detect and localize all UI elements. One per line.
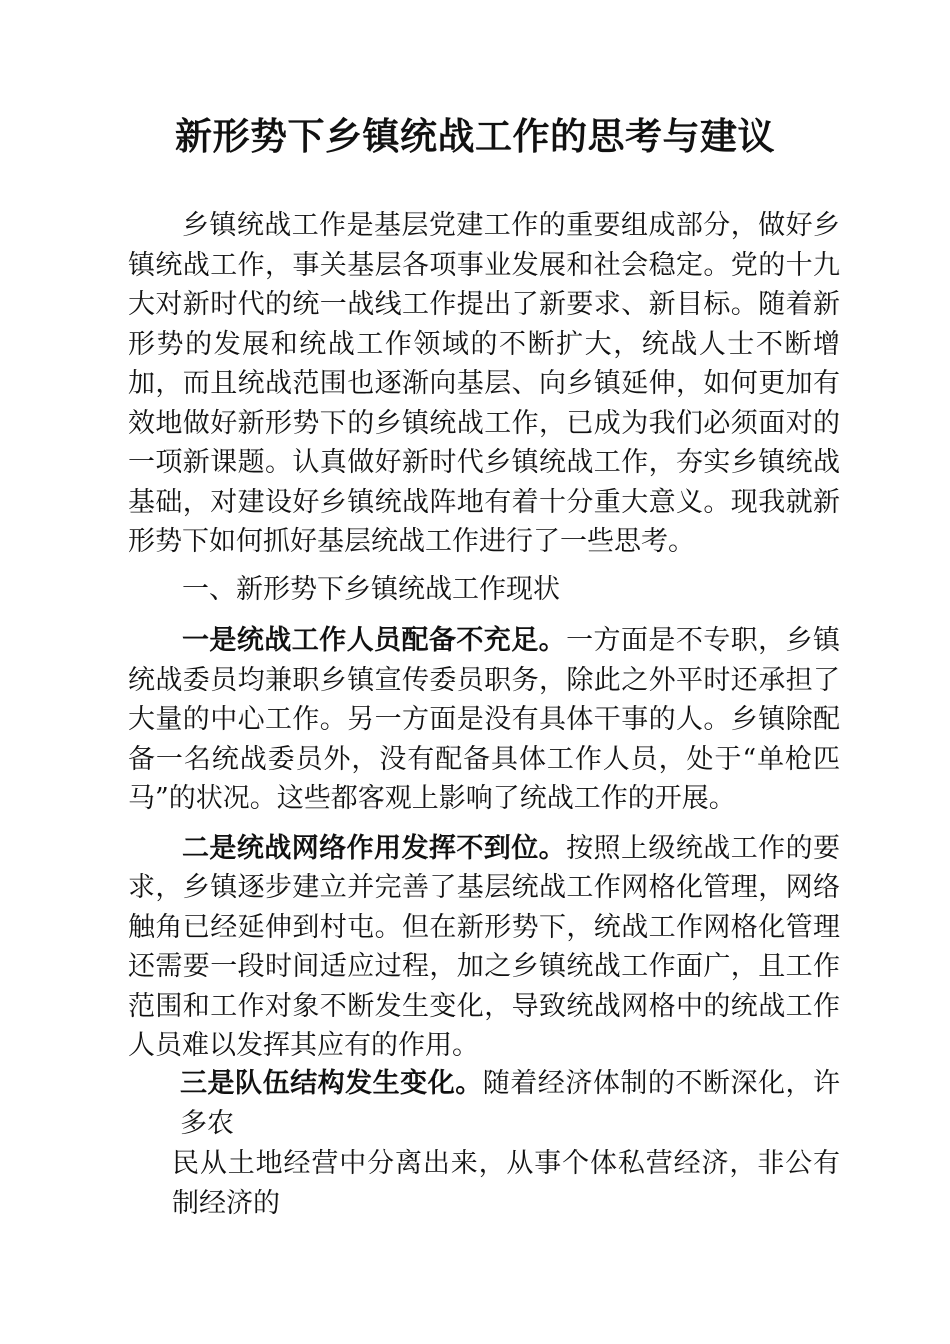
point-two-lead: 二是统战网络作用发挥不到位。 bbox=[182, 832, 567, 864]
point-three-first-line bbox=[172, 1064, 840, 1144]
point-three-second-line: 民从土地经营中分离出来，从事个体私营经济，非公有制经济的 bbox=[172, 1148, 840, 1219]
point-three-text-line1: 随着经济体制的不断深化，许多农 bbox=[180, 1068, 841, 1139]
point-one-lead: 一是统战工作人员配备不充足。 bbox=[182, 625, 567, 656]
point-three-lead: 三是队伍结构发生变化。 bbox=[180, 1068, 483, 1099]
section-heading-current-status: 一、新形势下乡镇统战工作现状 bbox=[182, 573, 560, 605]
point-three-paragraph bbox=[172, 1064, 840, 1224]
document-body bbox=[128, 206, 840, 1066]
document-title: 新形势下乡镇统战工作的思考与建议 bbox=[175, 114, 775, 158]
point-two-text: 按照上级统战工作的要求，乡镇逐步建立并完善了基层统战工作网格化管理，网络触角已经延伸到村屯。但在新形势下，统战工作网格化管理还需要一段时间适应过程，加之乡镇统战工作面广，且工作范围和工作对象不断发生变化，导致统战网格中的统战工作人员难以发挥其应有的作用。 bbox=[128, 832, 841, 1061]
point-one-text: 一方面是不专职，乡镇统战委员均兼职乡镇宣传委员职务，除此之外平时还承担了大量的中心工作。另一方面是没有具体干事的人。乡镇除配备一名统战委员外，没有配备具体工作人员，处于“单枪匹马”的状况。这些都客观上影响了统战工作的开展。 bbox=[128, 625, 841, 814]
point-two-paragraph bbox=[128, 829, 840, 1066]
point-one-paragraph bbox=[128, 621, 840, 819]
intro-paragraph: 乡镇统战工作是基层党建工作的重要组成部分，做好乡镇统战工作，事关基层各项事业发展和社会稳定。党的十九大对新时代的统一战线工作提出了新要求、新目标。随着新形势的发展和统战工作领域的不断扩大，统战人士不断增加，而且统战范围也逐渐向基层、向乡镇延伸，如何更加有效地做好新形势下的乡镇统战工作，已成为我们必须面对的一项新课题。认真做好新时代乡镇统战工作，夯实乡镇统战基础，对建设好乡镇统战阵地有着十分重大意义。现我就新形势下如何抓好基层统战工作进行了一些思考。 bbox=[128, 210, 840, 557]
